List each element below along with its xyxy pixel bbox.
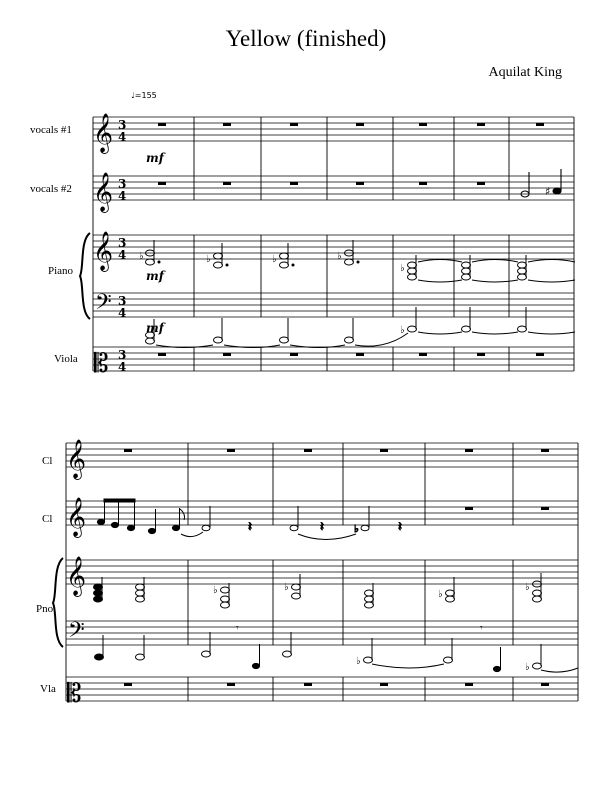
barlines-system-1 <box>93 117 574 371</box>
instrument-label-piano: Piano <box>48 265 74 277</box>
treble-clef-icon: 𝄞 <box>66 439 87 479</box>
treble-clef-icon: 𝄞 <box>93 113 114 153</box>
staff-piano-bass-2 <box>66 621 578 645</box>
svg-text:♭: ♭ <box>438 589 443 600</box>
treble-clef-icon: 𝄞 <box>66 556 87 596</box>
piano-bass-notes-system-1 <box>146 307 576 348</box>
alto-clef-icon: 𝄡 <box>94 349 109 379</box>
staff-clarinet-1 <box>66 443 578 467</box>
instrument-label-clarinet-2: Cl <box>42 513 53 525</box>
bass-clef-icon: 𝄢 <box>95 290 112 320</box>
treble-clef-icon: 𝄞 <box>93 172 114 212</box>
time-signature-3: 3 <box>118 294 127 308</box>
time-signature-3: 3 <box>118 177 127 191</box>
time-signature-4: 4 <box>118 248 127 262</box>
instrument-label-viola-short: Vla <box>40 683 56 695</box>
time-signature-3: 3 <box>118 118 127 132</box>
bass-clef-icon: 𝄢 <box>68 618 85 648</box>
staff-vocals-2 <box>93 176 574 200</box>
time-signature-3: 3 <box>118 236 127 250</box>
svg-text:𝄾: 𝄾 <box>480 623 483 634</box>
staff-vocals-1 <box>93 117 574 141</box>
svg-text:♭: ♭ <box>400 325 405 336</box>
score-title: Yellow (finished) <box>225 26 387 51</box>
svg-text:♭: ♭ <box>525 582 530 593</box>
svg-text:♯: ♯ <box>545 185 551 198</box>
staff-viola <box>93 347 574 371</box>
svg-text:♭: ♭ <box>213 585 218 596</box>
svg-text:♭: ♭ <box>206 254 211 265</box>
tempo-value: =155 <box>134 91 157 100</box>
alto-clef-icon: 𝄡 <box>67 679 82 709</box>
time-signature-4: 4 <box>118 189 127 203</box>
svg-text:♭: ♭ <box>400 263 405 274</box>
instrument-label-viola: Viola <box>54 353 78 365</box>
quarter-note-icon: ♩ <box>131 91 135 100</box>
instrument-label-vocals-2: vocals #2 <box>30 183 72 195</box>
dynamic-mf: mf <box>146 151 164 165</box>
instrument-label-vocals-1: vocals #1 <box>30 124 72 136</box>
instrument-label-piano-short: Pno <box>36 603 54 615</box>
quarter-rest-icon: 𝄽 <box>398 520 402 535</box>
instrument-label-clarinet-1: Cl <box>42 455 53 467</box>
rests-system-1 <box>158 123 544 356</box>
staff-viola-2 <box>66 677 578 701</box>
dynamic-mf: mf <box>146 321 164 335</box>
svg-text:♭: ♭ <box>354 524 359 535</box>
svg-text:♭: ♭ <box>139 251 144 262</box>
svg-text:♭: ♭ <box>284 582 289 593</box>
piano-chords-system-1 <box>139 240 575 282</box>
treble-clef-icon: 𝄞 <box>93 231 114 271</box>
staff-piano-treble <box>93 235 574 259</box>
piano-brace <box>80 233 90 319</box>
svg-text:♭: ♭ <box>337 251 342 262</box>
quarter-rest-icon: 𝄽 <box>248 520 252 535</box>
treble-clef-icon: 𝄞 <box>66 497 87 537</box>
time-signature-4: 4 <box>118 306 127 320</box>
staff-piano-treble-2 <box>66 560 578 584</box>
composer-name: Aquilat King <box>488 65 562 80</box>
time-signature-3: 3 <box>118 348 127 362</box>
piano-brace-2 <box>53 558 63 647</box>
svg-text:𝄾: 𝄾 <box>236 623 239 634</box>
svg-text:♭: ♭ <box>272 254 277 265</box>
time-signature-4: 4 <box>118 360 127 374</box>
staff-piano-bass <box>93 293 574 317</box>
piano-bass-notes-system-2 <box>95 623 579 673</box>
svg-text:♭: ♭ <box>356 656 361 667</box>
time-signature-4: 4 <box>118 130 127 144</box>
svg-text:♭: ♭ <box>525 662 530 673</box>
quarter-rest-icon: 𝄽 <box>320 520 324 535</box>
dynamic-mf: mf <box>146 269 164 283</box>
